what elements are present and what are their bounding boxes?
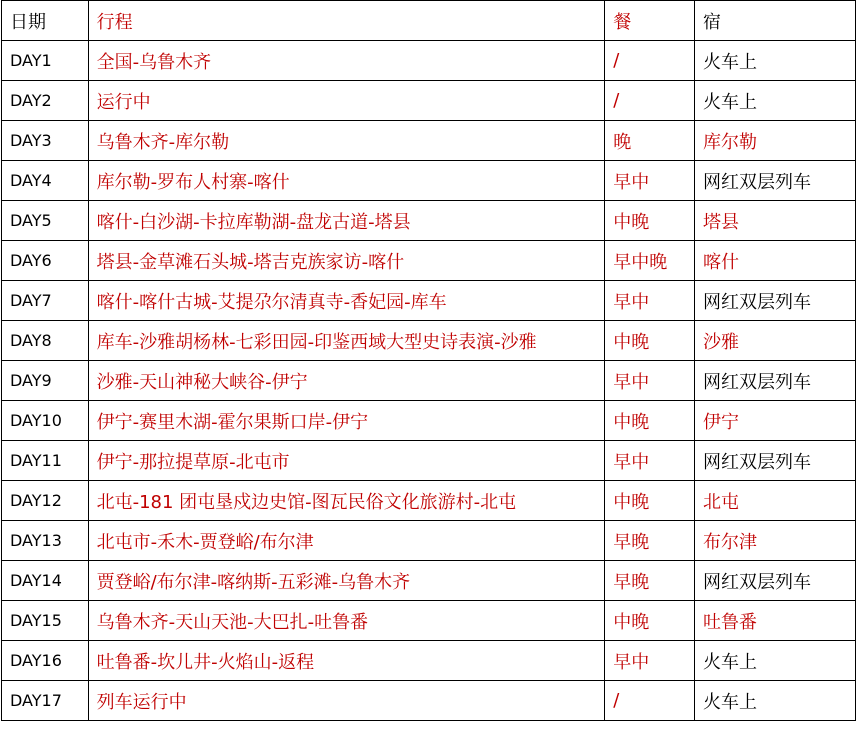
table-row <box>2 161 856 201</box>
day-cell: DAY9 <box>2 361 89 401</box>
header-stay: 宿 <box>694 1 855 41</box>
table-row <box>2 561 856 601</box>
stay-cell: 伊宁 <box>694 401 855 441</box>
day-cell: DAY10 <box>2 401 89 441</box>
day-cell: DAY8 <box>2 321 89 361</box>
table-row <box>2 121 856 161</box>
meal-cell: 早晚 <box>605 521 695 561</box>
route-cell: 伊宁-那拉提草原-北屯市 <box>88 441 605 481</box>
table-row <box>2 321 856 361</box>
meal-cell: 中晚 <box>605 321 695 361</box>
stay-cell: 喀什 <box>694 241 855 281</box>
day-cell: DAY11 <box>2 441 89 481</box>
meal-cell: 中晚 <box>605 481 695 521</box>
route-cell: 贾登峪/布尔津-喀纳斯-五彩滩-乌鲁木齐 <box>88 561 605 601</box>
day-cell: DAY12 <box>2 481 89 521</box>
header-meal: 餐 <box>605 1 695 41</box>
route-cell: 全国-乌鲁木齐 <box>88 41 605 81</box>
table-row <box>2 281 856 321</box>
table-row <box>2 521 856 561</box>
stay-cell: 火车上 <box>694 81 855 121</box>
meal-cell: 中晚 <box>605 401 695 441</box>
stay-cell: 沙雅 <box>694 321 855 361</box>
route-cell: 北屯-181 团屯垦戍边史馆-图瓦民俗文化旅游村-北屯 <box>88 481 605 521</box>
stay-cell: 火车上 <box>694 681 855 721</box>
table-row <box>2 201 856 241</box>
stay-cell: 火车上 <box>694 641 855 681</box>
stay-cell: 网红双层列车 <box>694 361 855 401</box>
meal-cell: 早中 <box>605 641 695 681</box>
stay-cell: 网红双层列车 <box>694 161 855 201</box>
day-cell: DAY6 <box>2 241 89 281</box>
table-row <box>2 481 856 521</box>
day-cell: DAY13 <box>2 521 89 561</box>
table-row <box>2 361 856 401</box>
route-cell: 库尔勒-罗布人村寨-喀什 <box>88 161 605 201</box>
stay-cell: 布尔津 <box>694 521 855 561</box>
meal-cell: 早中 <box>605 281 695 321</box>
stay-cell: 北屯 <box>694 481 855 521</box>
route-cell: 北屯市-禾木-贾登峪/布尔津 <box>88 521 605 561</box>
table-header-row <box>2 1 856 41</box>
itinerary-table <box>1 0 856 721</box>
route-cell: 乌鲁木齐-天山天池-大巴扎-吐鲁番 <box>88 601 605 641</box>
meal-cell: 早晚 <box>605 561 695 601</box>
day-cell: DAY2 <box>2 81 89 121</box>
route-cell: 塔县-金草滩石头城-塔吉克族家访-喀什 <box>88 241 605 281</box>
day-cell: DAY5 <box>2 201 89 241</box>
day-cell: DAY15 <box>2 601 89 641</box>
meal-cell: 早中 <box>605 361 695 401</box>
meal-cell: 早中晚 <box>605 241 695 281</box>
stay-cell: 库尔勒 <box>694 121 855 161</box>
stay-cell: 吐鲁番 <box>694 601 855 641</box>
day-cell: DAY7 <box>2 281 89 321</box>
table-row <box>2 601 856 641</box>
table-row <box>2 81 856 121</box>
table-row <box>2 241 856 281</box>
meal-cell: 早中 <box>605 441 695 481</box>
route-cell: 乌鲁木齐-库尔勒 <box>88 121 605 161</box>
meal-cell: 早中 <box>605 161 695 201</box>
day-cell: DAY14 <box>2 561 89 601</box>
table-row <box>2 401 856 441</box>
route-cell: 库车-沙雅胡杨林-七彩田园-印鉴西域大型史诗表演-沙雅 <box>88 321 605 361</box>
meal-cell: / <box>605 81 695 121</box>
meal-cell: / <box>605 41 695 81</box>
route-cell: 运行中 <box>88 81 605 121</box>
stay-cell: 火车上 <box>694 41 855 81</box>
stay-cell: 塔县 <box>694 201 855 241</box>
table-row <box>2 681 856 721</box>
stay-cell: 网红双层列车 <box>694 561 855 601</box>
meal-cell: / <box>605 681 695 721</box>
day-cell: DAY3 <box>2 121 89 161</box>
route-cell: 伊宁-赛里木湖-霍尔果斯口岸-伊宁 <box>88 401 605 441</box>
route-cell: 喀什-白沙湖-卡拉库勒湖-盘龙古道-塔县 <box>88 201 605 241</box>
meal-cell: 中晚 <box>605 201 695 241</box>
stay-cell: 网红双层列车 <box>694 281 855 321</box>
table-row <box>2 641 856 681</box>
table-row <box>2 441 856 481</box>
route-cell: 喀什-喀什古城-艾提尕尔清真寺-香妃园-库车 <box>88 281 605 321</box>
route-cell: 列车运行中 <box>88 681 605 721</box>
day-cell: DAY16 <box>2 641 89 681</box>
meal-cell: 中晚 <box>605 601 695 641</box>
header-route: 行程 <box>88 1 605 41</box>
day-cell: DAY17 <box>2 681 89 721</box>
stay-cell: 网红双层列车 <box>694 441 855 481</box>
header-day: 日期 <box>2 1 89 41</box>
route-cell: 吐鲁番-坎儿井-火焰山-返程 <box>88 641 605 681</box>
table-row <box>2 41 856 81</box>
meal-cell: 晚 <box>605 121 695 161</box>
route-cell: 沙雅-天山神秘大峡谷-伊宁 <box>88 361 605 401</box>
day-cell: DAY1 <box>2 41 89 81</box>
day-cell: DAY4 <box>2 161 89 201</box>
itinerary-table-body <box>2 1 856 721</box>
